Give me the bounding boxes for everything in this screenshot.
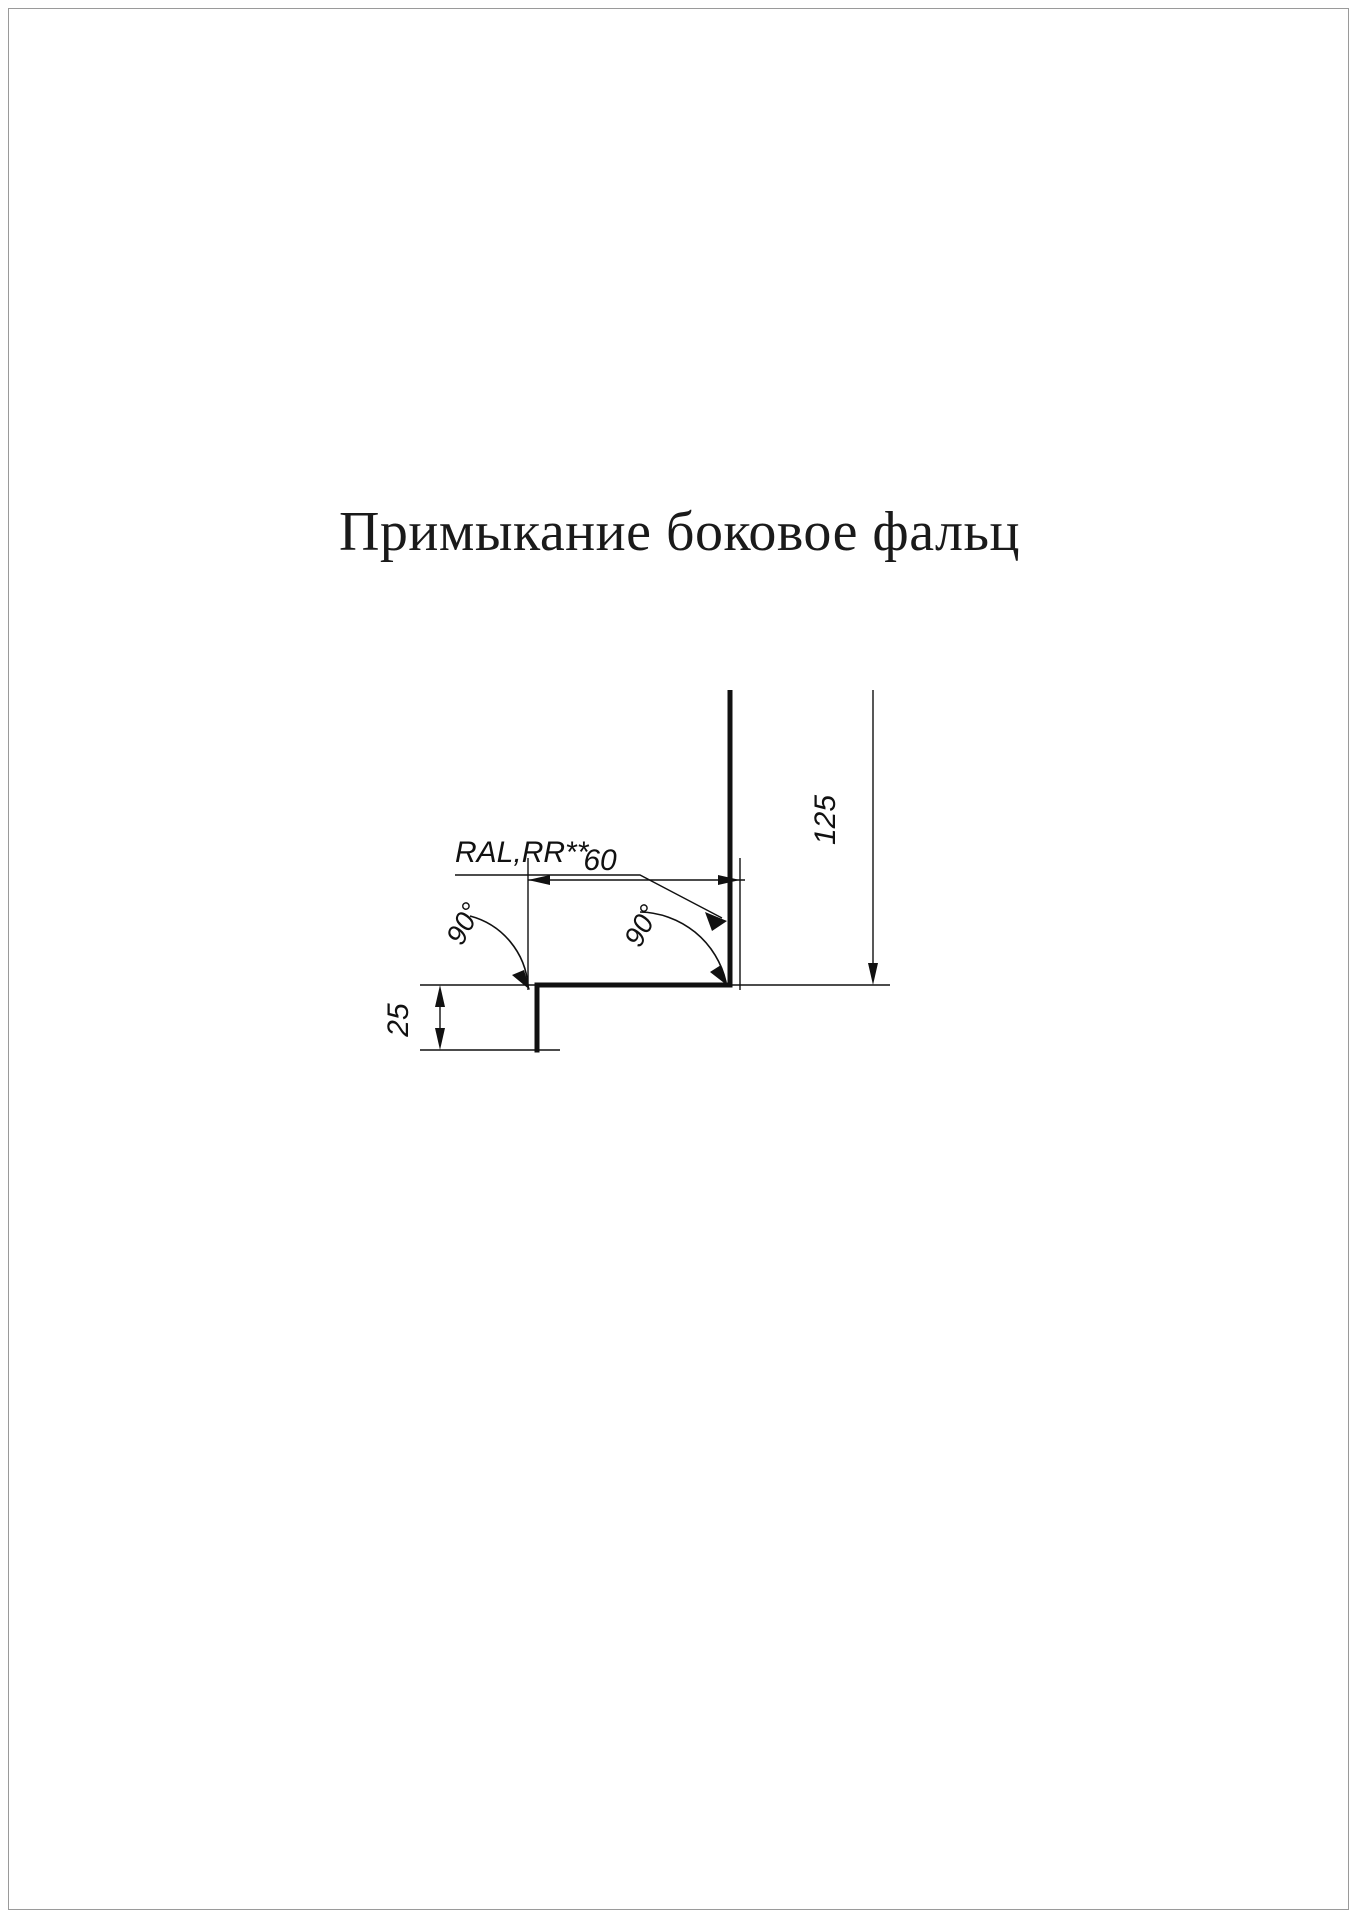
profile-outline (537, 690, 730, 1050)
label-angle-right: 90° (617, 899, 666, 952)
dimension-helper-lines (420, 690, 890, 1050)
angle-arcs (470, 912, 726, 986)
label-width-60: 60 (583, 844, 617, 877)
label-height-125: 125 (809, 794, 842, 846)
label-angle-left: 90° (439, 897, 488, 950)
label-flange-25: 25 (382, 1003, 415, 1037)
label-material: RAL,RR** (455, 836, 589, 869)
page-title: Примыкание боковое фальц (338, 501, 1021, 563)
dimension-arrowheads (435, 690, 878, 1050)
technical-drawing (0, 690, 1359, 1390)
